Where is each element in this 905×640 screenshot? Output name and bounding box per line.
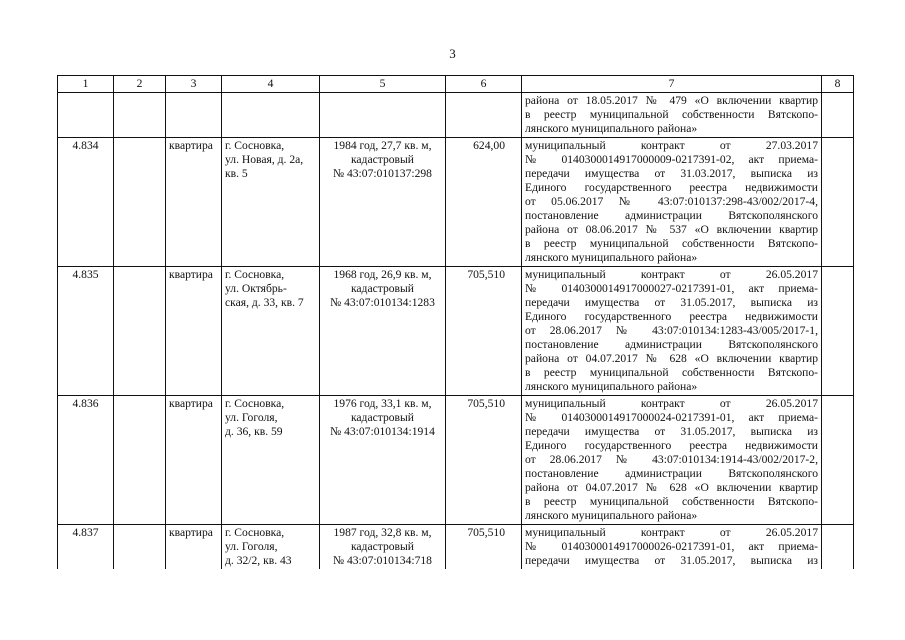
address-cell: [222, 396, 320, 525]
text-line: д. 32/2, кв. 43: [225, 554, 292, 567]
text-line: г. Сосновка,: [225, 139, 285, 152]
text-line: № 43:07:010134:1283: [330, 296, 435, 309]
text-line: кадастровый: [350, 540, 415, 553]
text-line: 1968 год, 26,9 кв. м,: [333, 268, 432, 281]
text-line: в реестр муниципальной собственности Вятскопо-: [525, 237, 818, 250]
text-line: в реестр муниципальной собственности Вятскопо-: [525, 495, 818, 508]
text-line: передачи имущества от 31.05.2017, выписка из: [525, 425, 818, 438]
text-line: муниципальный контракт от 26.05.2017: [525, 268, 818, 281]
record-number: 4.836: [58, 396, 114, 525]
basis-cell: [522, 396, 822, 525]
text-line: ул. Гоголя,: [225, 540, 278, 553]
basis-cell: [522, 138, 822, 267]
address-cell: [222, 267, 320, 396]
cell: [166, 93, 222, 138]
table-row: [58, 267, 854, 396]
column-numbers-row: [58, 76, 854, 93]
cell: [114, 396, 166, 525]
property-register-table: [57, 75, 854, 569]
record-number: 4.834: [58, 138, 114, 267]
page-number: 3: [449, 46, 456, 61]
text-line: муниципальный контракт от 26.05.2017: [525, 397, 818, 410]
record-number: 4.835: [58, 267, 114, 396]
object-type: квартира: [166, 138, 222, 267]
cell: [114, 525, 166, 570]
text-line: от 28.06.2017 № 43:07:010134:1914-43/002/2017-2,: [525, 453, 818, 466]
column-number: 4: [222, 76, 320, 93]
text-line: 1984 год, 27,7 кв. м,: [333, 139, 432, 152]
text-line: 1987 год, 32,8 кв. м,: [333, 526, 432, 539]
text-line: кадастровый: [350, 411, 415, 424]
object-type: квартира: [166, 525, 222, 570]
text-line: г. Сосновка,: [225, 526, 285, 539]
text-line: ул. Новая, д. 2а,: [225, 153, 304, 166]
description-cell: [320, 138, 446, 267]
cell: [58, 93, 114, 138]
description-cell: [320, 267, 446, 396]
text-line: постановление администрации Вятскополянского: [525, 338, 818, 351]
cell: [822, 525, 854, 570]
text-line: лянского муниципального района»: [525, 509, 698, 522]
value-cell: 624,00: [446, 138, 522, 267]
text-line: № 43:07:010134:1914: [330, 425, 435, 438]
value-cell: 705,510: [446, 267, 522, 396]
column-number: 5: [320, 76, 446, 93]
text-line: постановление администрации Вятскополянского: [525, 209, 818, 222]
text-line: № 0140300014917000024-0217391-01, акт приема-: [525, 411, 818, 424]
text-line: передачи имущества от 31.03.2017, выписка из: [525, 167, 818, 180]
text-line: ская, д. 33, кв. 7: [225, 296, 304, 309]
cell: [222, 93, 320, 138]
text-line: района от 08.06.2017 № 537 «О включении квартир: [525, 223, 818, 236]
text-line: муниципальный контракт от 27.03.2017: [525, 139, 818, 152]
cell: [446, 93, 522, 138]
value-cell: 705,510: [446, 525, 522, 570]
text-line: г. Сосновка,: [225, 268, 285, 281]
text-line: № 0140300014917000026-0217391-01, акт приема-: [525, 540, 818, 553]
basis-cell: [522, 525, 822, 570]
text-line: района от 04.07.2017 № 628 «О включении квартир: [525, 352, 818, 365]
cell: [114, 138, 166, 267]
text-line: кадастровый: [350, 282, 415, 295]
text-line: постановление администрации Вятскополянского: [525, 467, 818, 480]
text-line: 1976 год, 33,1 кв. м,: [333, 397, 432, 410]
column-number: 1: [58, 76, 114, 93]
cell: [822, 93, 854, 138]
value-cell: 705,510: [446, 396, 522, 525]
text-line: передачи имущества от 31.05.2017, выписка из: [525, 296, 818, 309]
table-row: [58, 138, 854, 267]
text-line: лянского муниципального района»: [525, 122, 698, 135]
table-row: [58, 396, 854, 525]
text-line: № 43:07:010134:718: [333, 554, 432, 567]
column-number: 8: [822, 76, 854, 93]
cell: [822, 138, 854, 267]
column-number: 3: [166, 76, 222, 93]
text-line: от 05.06.2017 № 43:07:010137:298-43/002/2017-4,: [525, 195, 818, 208]
cell: [320, 93, 446, 138]
cell: [114, 267, 166, 396]
text-line: г. Сосновка,: [225, 397, 285, 410]
record-number: 4.837: [58, 525, 114, 570]
text-line: № 0140300014917000009-0217391-02, акт приема-: [525, 153, 818, 166]
text-line: лянского муниципального района»: [525, 380, 698, 393]
text-line: ул. Октябрь-: [225, 282, 287, 295]
object-type: квартира: [166, 396, 222, 525]
column-number: 2: [114, 76, 166, 93]
carry-over-text: [522, 93, 822, 138]
text-line: ул. Гоголя,: [225, 411, 278, 424]
text-line: передачи имущества от 31.05.2017, выписка из: [525, 554, 818, 567]
address-cell: [222, 138, 320, 267]
text-line: в реестр муниципальной собственности Вятскопо-: [525, 108, 818, 121]
cell: [114, 93, 166, 138]
text-line: Единого государственного реестра недвижимости: [525, 439, 818, 452]
text-line: Единого государственного реестра недвижимости: [525, 310, 818, 323]
text-line: муниципальный контракт от 26.05.2017: [525, 526, 818, 539]
object-type: квартира: [166, 267, 222, 396]
text-line: района от 04.07.2017 № 628 «О включении квартир: [525, 481, 818, 494]
cell: [822, 396, 854, 525]
text-line: от 28.06.2017 № 43:07:010134:1283-43/005/2017-1,: [525, 324, 818, 337]
text-line: в реестр муниципальной собственности Вятскопо-: [525, 366, 818, 379]
cell: [822, 267, 854, 396]
text-line: района от 18.05.2017 № 479 «О включении квартир: [525, 94, 818, 107]
text-line: кв. 5: [225, 167, 248, 180]
column-number: 7: [522, 76, 822, 93]
text-line: № 43:07:010137:298: [333, 167, 432, 180]
text-line: Единого государственного реестра недвижимости: [525, 181, 818, 194]
text-line: № 0140300014917000027-0217391-01, акт приема-: [525, 282, 818, 295]
table-row: [58, 525, 854, 570]
column-number: 6: [446, 76, 522, 93]
description-cell: [320, 525, 446, 570]
basis-cell: [522, 267, 822, 396]
address-cell: [222, 525, 320, 570]
text-line: кадастровый: [350, 153, 415, 166]
description-cell: [320, 396, 446, 525]
carry-over-row: [58, 93, 854, 138]
text-line: д. 36, кв. 59: [225, 425, 283, 438]
text-line: лянского муниципального района»: [525, 251, 698, 264]
